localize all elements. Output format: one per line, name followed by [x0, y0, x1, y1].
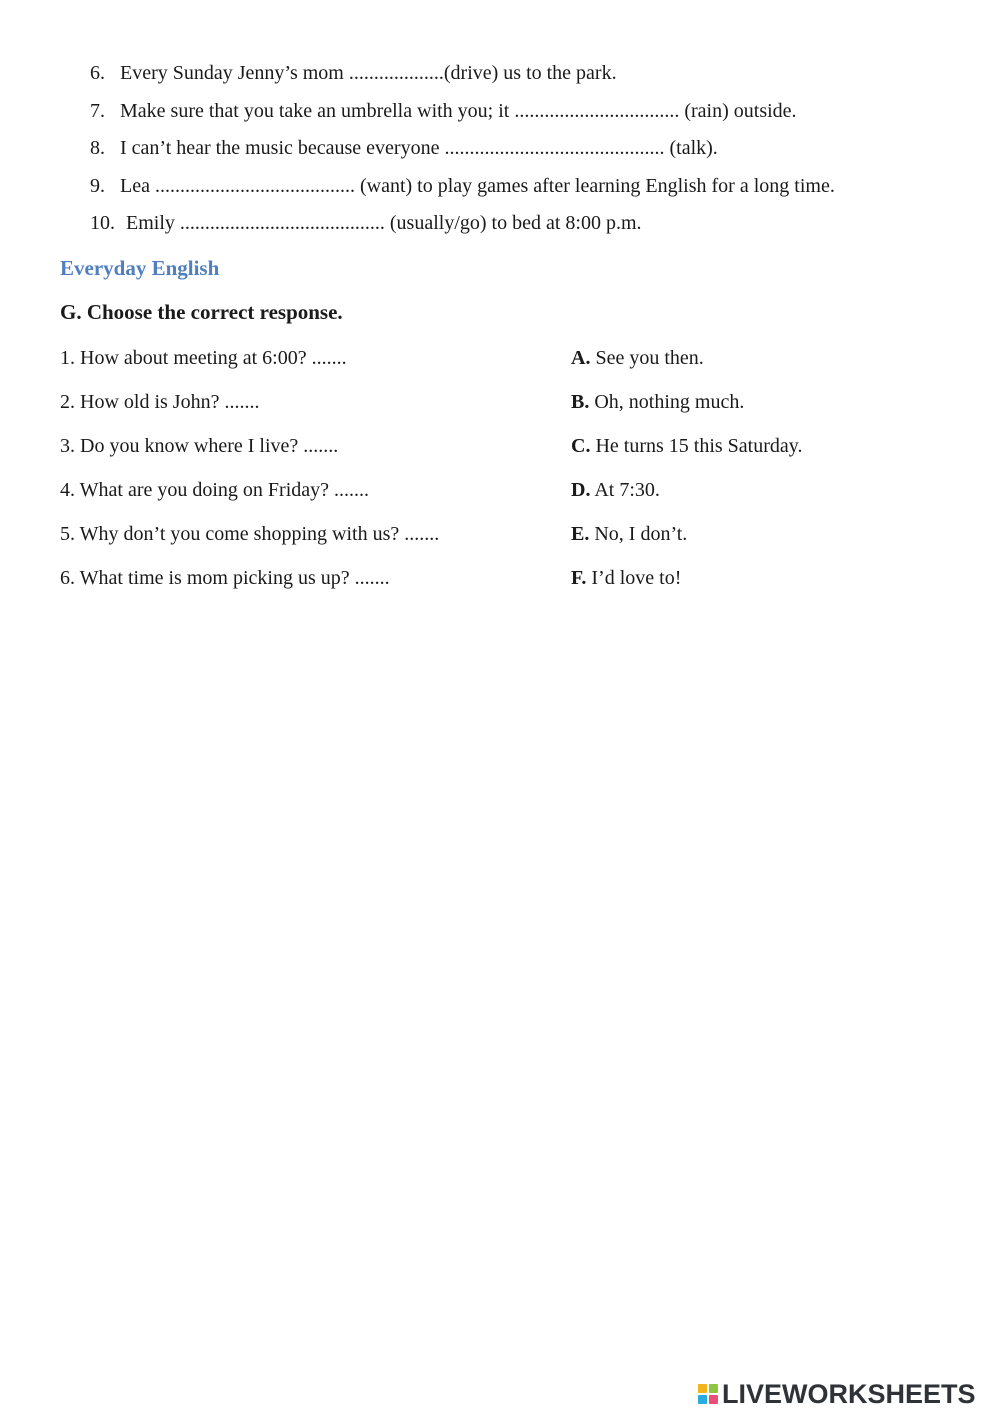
- logo-square-icon: [698, 1384, 707, 1393]
- answer-letter: B.: [571, 391, 590, 413]
- section-title: Everyday English: [60, 256, 220, 280]
- item-text: Lea ........................................ (want) to play games after learning English for a long time.: [120, 174, 835, 197]
- logo-square-icon: [709, 1384, 718, 1393]
- logo-square-icon: [709, 1395, 718, 1404]
- item-text: Every Sunday Jenny’s mom ...................(drive) us to the park.: [120, 62, 617, 84]
- logo-mark-icon: [698, 1384, 718, 1404]
- question-text: 2. How old is John? .......: [60, 391, 260, 413]
- answer-text: At 7:30.: [594, 479, 660, 501]
- match-row: [60, 431, 960, 475]
- question-text: 5. Why don’t you come shopping with us? .......: [60, 523, 440, 545]
- item-text: Make sure that you take an umbrella with you; it ................................. (rain) outside.: [120, 99, 797, 122]
- liveworksheets-logo: [698, 1379, 976, 1409]
- match-row: [60, 563, 960, 607]
- match-row: [60, 519, 960, 563]
- answer-letter: C.: [571, 435, 591, 457]
- answer-text: See you then.: [595, 347, 704, 369]
- item-text: Emily ......................................... (usually/go) to bed at 8:00 p.m.: [126, 212, 642, 235]
- answer-text: Oh, nothing much.: [594, 391, 745, 413]
- answer-text: No, I don’t.: [594, 523, 688, 545]
- answer-letter: A.: [571, 347, 591, 369]
- answer-option: [571, 431, 802, 461]
- answer-letter: E.: [571, 523, 590, 545]
- matching-exercise: [60, 343, 960, 607]
- question-text: 6. What time is mom picking us up? .......: [60, 567, 390, 589]
- answer-option: [571, 343, 704, 373]
- list-item: [90, 96, 835, 134]
- item-number: 7.: [90, 99, 105, 122]
- match-row: [60, 343, 960, 387]
- answer-option: [571, 387, 744, 417]
- item-number: 9.: [90, 174, 105, 197]
- item-number: 10.: [90, 212, 115, 235]
- exercise-g-heading: G. Choose the correct response.: [60, 300, 343, 324]
- answer-option: [571, 475, 660, 505]
- exercise-f-list: [90, 58, 835, 246]
- answer-text: I’d love to!: [591, 567, 682, 589]
- answer-text: He turns 15 this Saturday.: [595, 435, 803, 457]
- answer-option: [571, 519, 687, 549]
- question-text: 4. What are you doing on Friday? .......: [60, 479, 370, 501]
- question-text: 1. How about meeting at 6:00? .......: [60, 347, 347, 369]
- list-item: [90, 171, 835, 209]
- list-item: [90, 58, 835, 96]
- match-row: [60, 387, 960, 431]
- question-text: 3. Do you know where I live? .......: [60, 435, 339, 457]
- logo-square-icon: [698, 1395, 707, 1404]
- list-item: [90, 208, 835, 246]
- logo-text: LIVEWORKSHEETS: [722, 1379, 976, 1409]
- item-number: 6.: [90, 62, 105, 84]
- answer-letter: D.: [571, 479, 591, 501]
- list-item: [90, 133, 835, 171]
- match-row: [60, 475, 960, 519]
- item-number: 8.: [90, 137, 105, 160]
- item-text: I can’t hear the music because everyone ............................................ (talk).: [120, 137, 718, 160]
- answer-letter: F.: [571, 567, 587, 589]
- answer-option: [571, 563, 681, 593]
